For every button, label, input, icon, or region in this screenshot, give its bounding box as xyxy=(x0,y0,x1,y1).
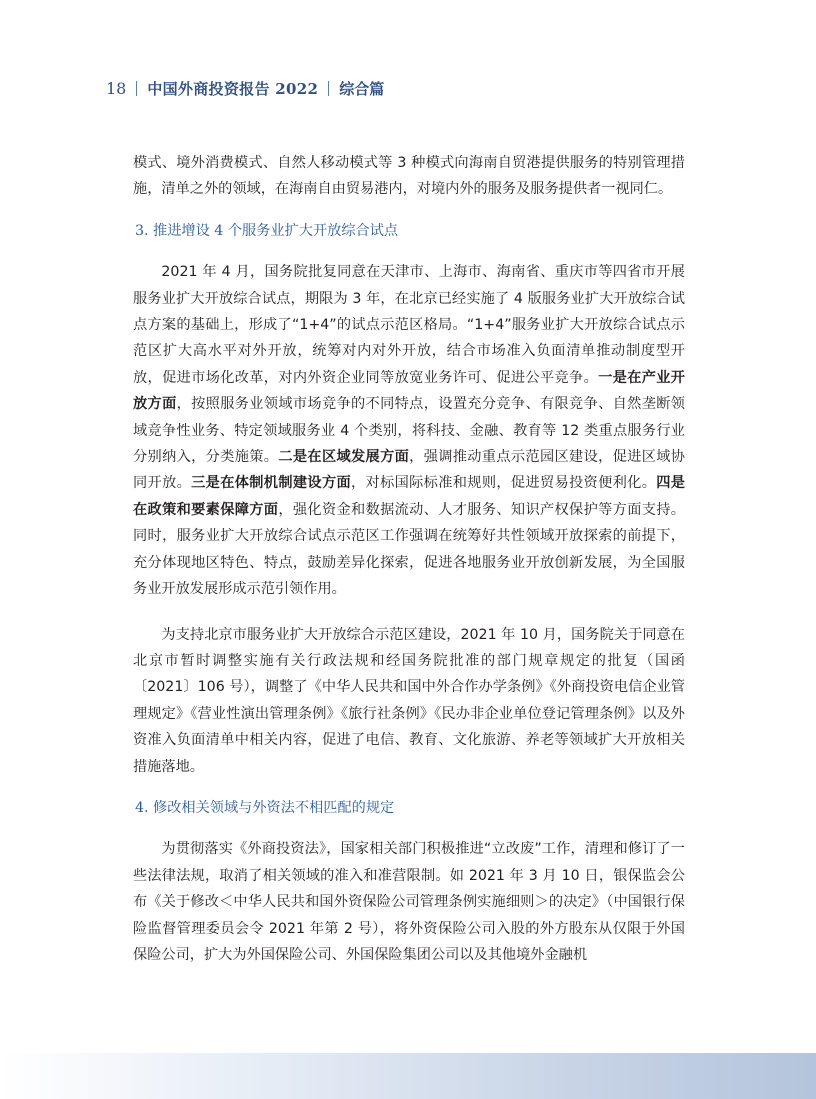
paragraph-law-revision: 为贯彻落实《外商投资法》，国家相关部门积极推进“立改废”工作，清理和修订了一些法律法规，取消了相关领域的准入和准营限制。如 2021 年 3 月 10 日，银保监会公布《关于修改＜中华人民共和国外资保险公司管理条例实施细则＞的决定》（中国银行保险监督管理委员会令 2021 年第 2 号），将外资保险公司入股的外方股东从仅限于外国保险公司，扩大为外国保险公司、外国保险集团公司以及其他境外金融机 xyxy=(133,841,685,963)
page-header xyxy=(106,76,384,100)
paragraph-pilot-zones xyxy=(133,259,685,602)
page-number: 18 xyxy=(106,78,127,98)
report-title: 中国外商投资报告 2022 xyxy=(147,79,319,98)
section-name: 综合篇 xyxy=(339,79,385,98)
footer-gradient-band xyxy=(0,1053,816,1099)
bold-run-industry: 一是在产业开放方面 xyxy=(133,369,685,413)
text-run: ，按照服务业领域市场竞争的不同特点，设置充分竞争、有限竞争、自然垄断领域竞争性业务、特定领域服务业 4 个类别，将科技、金融、教育等 12 类重点服务行业分别纳入，分类施策。 xyxy=(133,396,685,466)
section-heading-4: 4. 修改相关领域与外资法不相匹配的规定 xyxy=(135,799,395,816)
text-run: ，对标国际标准和规则，促进贸易投资便利化。 xyxy=(351,475,657,492)
bold-run-policy: 四是在政策和要素保障方面 xyxy=(133,475,685,518)
text-run: ，强调推动重点示范园区建设，促进区域协同开放。 xyxy=(133,449,685,492)
header-divider xyxy=(328,81,329,96)
paragraph-continued: 模式、境外消费模式、自然人移动模式等 3 种模式向海南自贸港提供服务的特别管理措施，清单之外的领域，在海南自由贸易港内，对境内外的服务及服务提供者一视同仁。 xyxy=(133,155,685,198)
text-run: 2021 年 4 月，国务院批复同意在天津市、上海市、海南省、重庆市等四省市开展服务业扩大开放综合试点，期限为 3 年，在北京已经实施了 4 版服务业扩大开放综合试点方案的基础上，形成了“1+4”的试点示范区格局。“1+4”服务业扩大开放综合试点示范区扩大高水平对外开放，统筹对内对外开放，结合市场准入负面清单推动制度型开放，促进市场化改革，对内外资企业同等放宽业务许可、促进公平竞争。 xyxy=(133,264,685,386)
page-content xyxy=(133,150,685,968)
header-divider xyxy=(136,81,137,96)
bold-run-region: 二是在区域发展方面 xyxy=(278,449,410,466)
text-run: ，强化资金和数据流动、人才服务、知识产权保护等方面支持。同时，服务业扩大开放综合试点示范区工作强调在统筹好共性领域开放探索的前提下，充分体现地区特色、特点，鼓励差异化探索，促进各地服务业开放创新发展，为全国服务业开放发展形成示范引领作用。 xyxy=(133,501,685,598)
section-heading-3: 3. 推进增设 4 个服务业扩大开放综合试点 xyxy=(135,222,399,239)
bold-run-institution: 三是在体制机制建设方面 xyxy=(191,475,352,492)
paragraph-beijing: 为支持北京市服务业扩大开放综合示范区建设，2021 年 10 月，国务院关于同意在北京市暂时调整实施有关行政法规和经国务院批准的部门规章规定的批复（国函〔2021〕106 号），调整了《中华人民共和国中外合作办学条例》《外商投资电信企业管理规定》《营业性演出管理条例》《旅行社条例》《民办非企业单位登记管理条例》以及外资准入负面清单中相关内容，促进了电信、教育、文化旅游、养老等领域扩大开放相关措施落地。 xyxy=(133,626,685,775)
